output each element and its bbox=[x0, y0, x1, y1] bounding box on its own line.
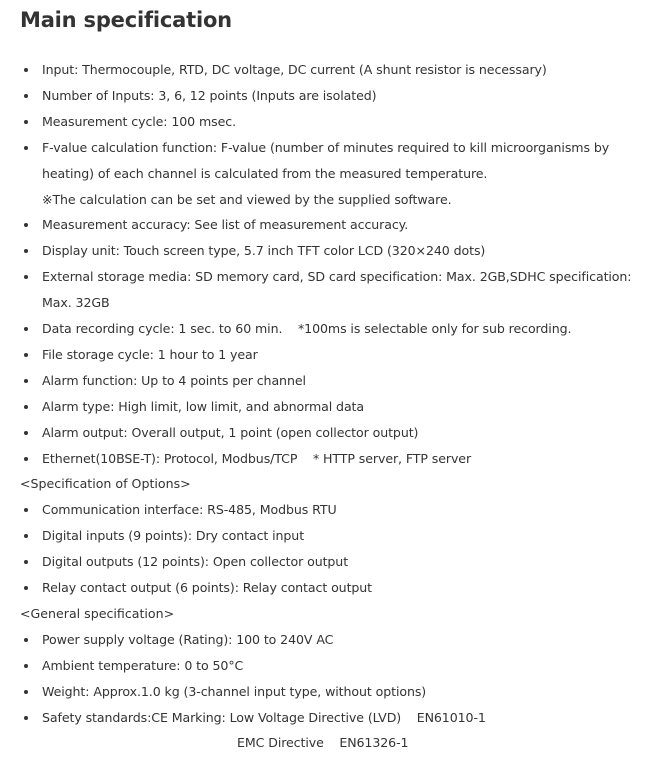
list-item-text: Ethernet(10BSE-T): Protocol, Modbus/TCP * HTTP server, FTP server bbox=[42, 450, 472, 466]
list-item-text: Alarm output: Overall output, 1 point (open collector output) bbox=[42, 424, 419, 440]
list-item-text: External storage media: SD memory card, SD card specification: Max. 2GB,SDHC specification: bbox=[42, 269, 632, 285]
list-item-text: heating) of each channel is calculated from the measured temperature. bbox=[42, 165, 488, 181]
bullet-icon bbox=[24, 431, 28, 435]
bullet-icon bbox=[24, 508, 28, 512]
list-item-text: Max. 32GB bbox=[42, 295, 110, 311]
list-item-text: Weight: Approx.1.0 kg (3-channel input type, without options) bbox=[42, 683, 427, 699]
bullet-icon bbox=[24, 664, 28, 668]
bullet-icon bbox=[24, 716, 28, 720]
section-heading-options: <Specification of Options> bbox=[20, 476, 191, 492]
bullet-icon bbox=[24, 94, 28, 98]
list-item-text: Digital inputs (9 points): Dry contact input bbox=[42, 528, 305, 544]
page-title: Main specification bbox=[20, 8, 232, 32]
bullet-icon bbox=[24, 68, 28, 72]
list-item-text: Number of Inputs: 3, 6, 12 points (Inputs are isolated) bbox=[42, 87, 377, 103]
bullet-icon bbox=[24, 275, 28, 279]
list-item-text: Ambient temperature: 0 to 50°C bbox=[42, 657, 244, 673]
list-item-text: Measurement cycle: 100 msec. bbox=[42, 113, 237, 129]
list-item-text: File storage cycle: 1 hour to 1 year bbox=[42, 346, 258, 362]
bullet-icon bbox=[24, 405, 28, 409]
bullet-icon bbox=[24, 249, 28, 253]
list-item-text: Relay contact output (6 points): Relay contact output bbox=[42, 580, 373, 595]
list-item-text: Communication interface: RS-485, Modbus RTU bbox=[42, 502, 337, 518]
list-item-text: Alarm type: High limit, low limit, and abnormal data bbox=[42, 398, 365, 414]
list-item-text: ※The calculation can be set and viewed by the supplied software. bbox=[42, 191, 452, 207]
list-item-text: Digital outputs (12 points): Open collector output bbox=[42, 554, 349, 570]
bullet-icon bbox=[24, 146, 28, 150]
bullet-icon bbox=[24, 457, 28, 461]
bullet-icon bbox=[24, 223, 28, 227]
bullet-icon bbox=[24, 534, 28, 538]
list-item-text: Power supply voltage (Rating): 100 to 240V AC bbox=[42, 631, 334, 647]
list-item-text: Data recording cycle: 1 sec. to 60 min. *100ms is selectable only for sub recording. bbox=[42, 321, 572, 336]
bullet-icon bbox=[24, 638, 28, 642]
list-item-text: Alarm function: Up to 4 points per channel bbox=[42, 372, 306, 388]
bullet-icon bbox=[24, 560, 28, 564]
bullet-icon bbox=[24, 586, 28, 590]
bullet-icon bbox=[24, 353, 28, 357]
list-item-text: Display unit: Touch screen type, 5.7 inch TFT color LCD (320×240 dots) bbox=[42, 243, 486, 259]
bullet-icon bbox=[24, 379, 28, 383]
list-item-text: F-value calculation function: F-value (number of minutes required to kill microorganisms by bbox=[42, 139, 610, 155]
list-item-text: Safety standards:CE Marking: Low Voltage Directive (LVD) EN61010-1 bbox=[42, 709, 486, 725]
bullet-icon bbox=[24, 327, 28, 331]
bullet-icon bbox=[24, 120, 28, 124]
list-item-text: Measurement accuracy: See list of measurement accuracy. bbox=[42, 217, 409, 233]
bullet-icon bbox=[24, 690, 28, 694]
emc-directive-line: EMC Directive EN61326-1 bbox=[237, 735, 409, 751]
section-heading-general: <General specification> bbox=[20, 605, 175, 621]
list-item-text: Input: Thermocouple, RTD, DC voltage, DC current (A shunt resistor is necessary) bbox=[42, 62, 547, 77]
